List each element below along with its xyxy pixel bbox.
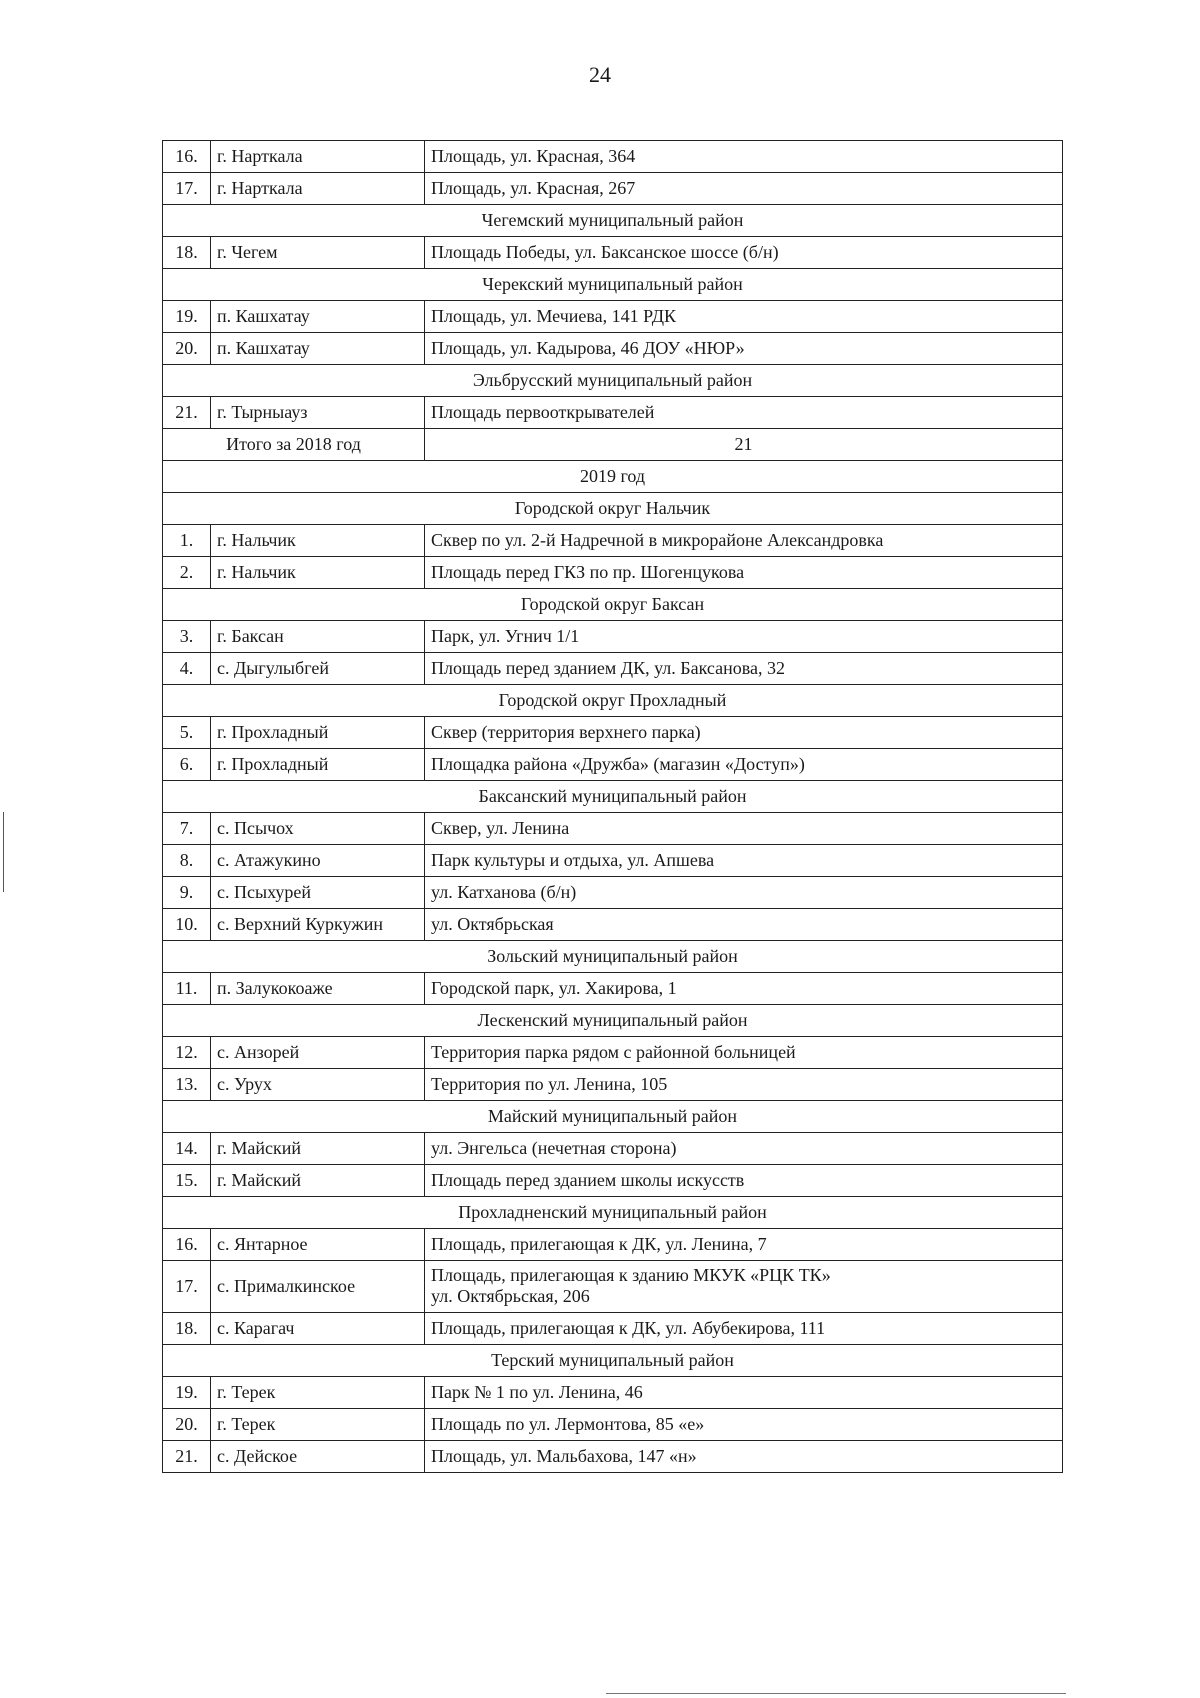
section-title: Лескенский муниципальный район bbox=[163, 1005, 1063, 1037]
address-cell bbox=[425, 1261, 1063, 1313]
locations-table bbox=[162, 140, 1063, 1473]
table-body bbox=[163, 141, 1063, 1473]
settlement-name: с. Атажукино bbox=[211, 845, 425, 877]
settlement-name: г. Нарткала bbox=[211, 173, 425, 205]
settlement-name: с. Янтарное bbox=[211, 1229, 425, 1261]
address-cell: Площадь Победы, ул. Баксанское шоссе (б/н) bbox=[425, 237, 1063, 269]
section-title: Прохладненский муниципальный район bbox=[163, 1197, 1063, 1229]
address-cell: Площадь, ул. Мечиева, 141 РДК bbox=[425, 301, 1063, 333]
address-cell: Площадь, прилегающая к ДК, ул. Ленина, 7 bbox=[425, 1229, 1063, 1261]
row-number: 4. bbox=[163, 653, 211, 685]
settlement-name: с. Верхний Куркужин bbox=[211, 909, 425, 941]
settlement-name: г. Майский bbox=[211, 1133, 425, 1165]
address-cell: Площадь первооткрывателей bbox=[425, 397, 1063, 429]
section-header-row bbox=[163, 1101, 1063, 1133]
table-row bbox=[163, 397, 1063, 429]
row-number: 20. bbox=[163, 333, 211, 365]
settlement-name: г. Терек bbox=[211, 1409, 425, 1441]
settlement-name: г. Нарткала bbox=[211, 141, 425, 173]
settlement-name: г. Майский bbox=[211, 1165, 425, 1197]
settlement-name: г. Прохладный bbox=[211, 717, 425, 749]
settlement-name: п. Залукокоаже bbox=[211, 973, 425, 1005]
row-number: 19. bbox=[163, 1377, 211, 1409]
table-row bbox=[163, 909, 1063, 941]
row-number: 18. bbox=[163, 1313, 211, 1345]
section-header-row bbox=[163, 1197, 1063, 1229]
address-cell: Сквер (территория верхнего парка) bbox=[425, 717, 1063, 749]
section-header-row bbox=[163, 269, 1063, 301]
address-cell: Парк № 1 по ул. Ленина, 46 bbox=[425, 1377, 1063, 1409]
address-cell: Площадь перед зданием школы искусств bbox=[425, 1165, 1063, 1197]
section-title: Майский муниципальный район bbox=[163, 1101, 1063, 1133]
section-header-row bbox=[163, 365, 1063, 397]
section-header-row bbox=[163, 685, 1063, 717]
row-number: 21. bbox=[163, 397, 211, 429]
section-title: Городской округ Прохладный bbox=[163, 685, 1063, 717]
table-row bbox=[163, 1133, 1063, 1165]
row-number: 3. bbox=[163, 621, 211, 653]
address-cell: Территория парка рядом с районной больницей bbox=[425, 1037, 1063, 1069]
address-cell: Парк культуры и отдыха, ул. Апшева bbox=[425, 845, 1063, 877]
settlement-name: г. Терек bbox=[211, 1377, 425, 1409]
table-row bbox=[163, 333, 1063, 365]
address-cell: Парк, ул. Угнич 1/1 bbox=[425, 621, 1063, 653]
section-header-row bbox=[163, 493, 1063, 525]
section-title: Терский муниципальный район bbox=[163, 1345, 1063, 1377]
table-row bbox=[163, 1313, 1063, 1345]
row-number: 18. bbox=[163, 237, 211, 269]
settlement-name: г. Баксан bbox=[211, 621, 425, 653]
settlement-name: с. Дейское bbox=[211, 1441, 425, 1473]
settlement-name: г. Чегем bbox=[211, 237, 425, 269]
settlement-name: г. Нальчик bbox=[211, 525, 425, 557]
settlement-name: г. Прохладный bbox=[211, 749, 425, 781]
address-cell: ул. Энгельса (нечетная сторона) bbox=[425, 1133, 1063, 1165]
section-header-row bbox=[163, 205, 1063, 237]
address-cell: Площадь, ул. Кадырова, 46 ДОУ «НЮР» bbox=[425, 333, 1063, 365]
settlement-name: п. Кашхатау bbox=[211, 333, 425, 365]
table-row bbox=[163, 973, 1063, 1005]
row-number: 16. bbox=[163, 1229, 211, 1261]
section-title: 2019 год bbox=[163, 461, 1063, 493]
row-number: 16. bbox=[163, 141, 211, 173]
row-number: 8. bbox=[163, 845, 211, 877]
row-number: 5. bbox=[163, 717, 211, 749]
section-title: Черекский муниципальный район bbox=[163, 269, 1063, 301]
row-number: 9. bbox=[163, 877, 211, 909]
table-row bbox=[163, 877, 1063, 909]
address-cell: ул. Катханова (б/н) bbox=[425, 877, 1063, 909]
row-number: 17. bbox=[163, 173, 211, 205]
address-line-2: ул. Октябрьская, 206 bbox=[431, 1286, 590, 1306]
table-row bbox=[163, 813, 1063, 845]
total-value: 21 bbox=[425, 429, 1063, 461]
total-row bbox=[163, 429, 1063, 461]
section-title: Эльбрусский муниципальный район bbox=[163, 365, 1063, 397]
row-number: 14. bbox=[163, 1133, 211, 1165]
address-cell: Городской парк, ул. Хакирова, 1 bbox=[425, 973, 1063, 1005]
table-row bbox=[163, 141, 1063, 173]
section-title: Зольский муниципальный район bbox=[163, 941, 1063, 973]
table-row bbox=[163, 301, 1063, 333]
table-row bbox=[163, 1409, 1063, 1441]
address-cell: Площадь по ул. Лермонтова, 85 «е» bbox=[425, 1409, 1063, 1441]
address-cell: Сквер, ул. Ленина bbox=[425, 813, 1063, 845]
row-number: 10. bbox=[163, 909, 211, 941]
row-number: 7. bbox=[163, 813, 211, 845]
settlement-name: с. Карагач bbox=[211, 1313, 425, 1345]
section-title: Баксанский муниципальный район bbox=[163, 781, 1063, 813]
table-row bbox=[163, 557, 1063, 589]
table-row bbox=[163, 1377, 1063, 1409]
table-row bbox=[163, 749, 1063, 781]
settlement-name: с. Прималкинское bbox=[211, 1261, 425, 1313]
address-cell: Площадь, ул. Мальбахова, 147 «н» bbox=[425, 1441, 1063, 1473]
section-header-row bbox=[163, 461, 1063, 493]
settlement-name: с. Псычох bbox=[211, 813, 425, 845]
address-line-1: Площадь, прилегающая к зданию МКУК «РЦК ТК» bbox=[431, 1265, 831, 1285]
settlement-name: г. Тырныауз bbox=[211, 397, 425, 429]
address-cell: Площадь перед ГКЗ по пр. Шогенцукова bbox=[425, 557, 1063, 589]
row-number: 12. bbox=[163, 1037, 211, 1069]
row-number: 11. bbox=[163, 973, 211, 1005]
row-number: 13. bbox=[163, 1069, 211, 1101]
address-cell: Площадь перед зданием ДК, ул. Баксанова, 32 bbox=[425, 653, 1063, 685]
section-header-row bbox=[163, 589, 1063, 621]
settlement-name: с. Дыгулыбгей bbox=[211, 653, 425, 685]
table-row bbox=[163, 1069, 1063, 1101]
section-header-row bbox=[163, 1345, 1063, 1377]
table-row bbox=[163, 1441, 1063, 1473]
table-row bbox=[163, 525, 1063, 557]
table-row bbox=[163, 237, 1063, 269]
section-header-row bbox=[163, 1005, 1063, 1037]
section-title: Городской округ Баксан bbox=[163, 589, 1063, 621]
settlement-name: п. Кашхатау bbox=[211, 301, 425, 333]
table-row bbox=[163, 653, 1063, 685]
address-cell: Площадь, ул. Красная, 267 bbox=[425, 173, 1063, 205]
table-row bbox=[163, 1261, 1063, 1313]
row-number: 6. bbox=[163, 749, 211, 781]
section-title: Городской округ Нальчик bbox=[163, 493, 1063, 525]
section-header-row bbox=[163, 781, 1063, 813]
table-row bbox=[163, 1229, 1063, 1261]
address-cell: Территория по ул. Ленина, 105 bbox=[425, 1069, 1063, 1101]
row-number: 20. bbox=[163, 1409, 211, 1441]
address-cell: Площадка района «Дружба» (магазин «Доступ») bbox=[425, 749, 1063, 781]
section-title: Чегемский муниципальный район bbox=[163, 205, 1063, 237]
table-row bbox=[163, 1165, 1063, 1197]
row-number: 17. bbox=[163, 1261, 211, 1313]
table-row bbox=[163, 717, 1063, 749]
settlement-name: с. Урух bbox=[211, 1069, 425, 1101]
scan-bottom-line bbox=[606, 1693, 1066, 1694]
row-number: 21. bbox=[163, 1441, 211, 1473]
address-cell: Площадь, прилегающая к ДК, ул. Абубекирова, 111 bbox=[425, 1313, 1063, 1345]
section-header-row bbox=[163, 941, 1063, 973]
scan-margin-line bbox=[3, 812, 4, 892]
row-number: 15. bbox=[163, 1165, 211, 1197]
settlement-name: с. Псыхурей bbox=[211, 877, 425, 909]
row-number: 2. bbox=[163, 557, 211, 589]
table-row bbox=[163, 1037, 1063, 1069]
row-number: 1. bbox=[163, 525, 211, 557]
total-label: Итого за 2018 год bbox=[163, 429, 425, 461]
table-row bbox=[163, 173, 1063, 205]
address-cell: ул. Октябрьская bbox=[425, 909, 1063, 941]
address-cell: Площадь, ул. Красная, 364 bbox=[425, 141, 1063, 173]
address-cell: Сквер по ул. 2-й Надречной в микрорайоне Александровка bbox=[425, 525, 1063, 557]
page-number: 24 bbox=[589, 62, 611, 87]
settlement-name: г. Нальчик bbox=[211, 557, 425, 589]
table-row bbox=[163, 845, 1063, 877]
row-number: 19. bbox=[163, 301, 211, 333]
table-row bbox=[163, 621, 1063, 653]
settlement-name: с. Анзорей bbox=[211, 1037, 425, 1069]
